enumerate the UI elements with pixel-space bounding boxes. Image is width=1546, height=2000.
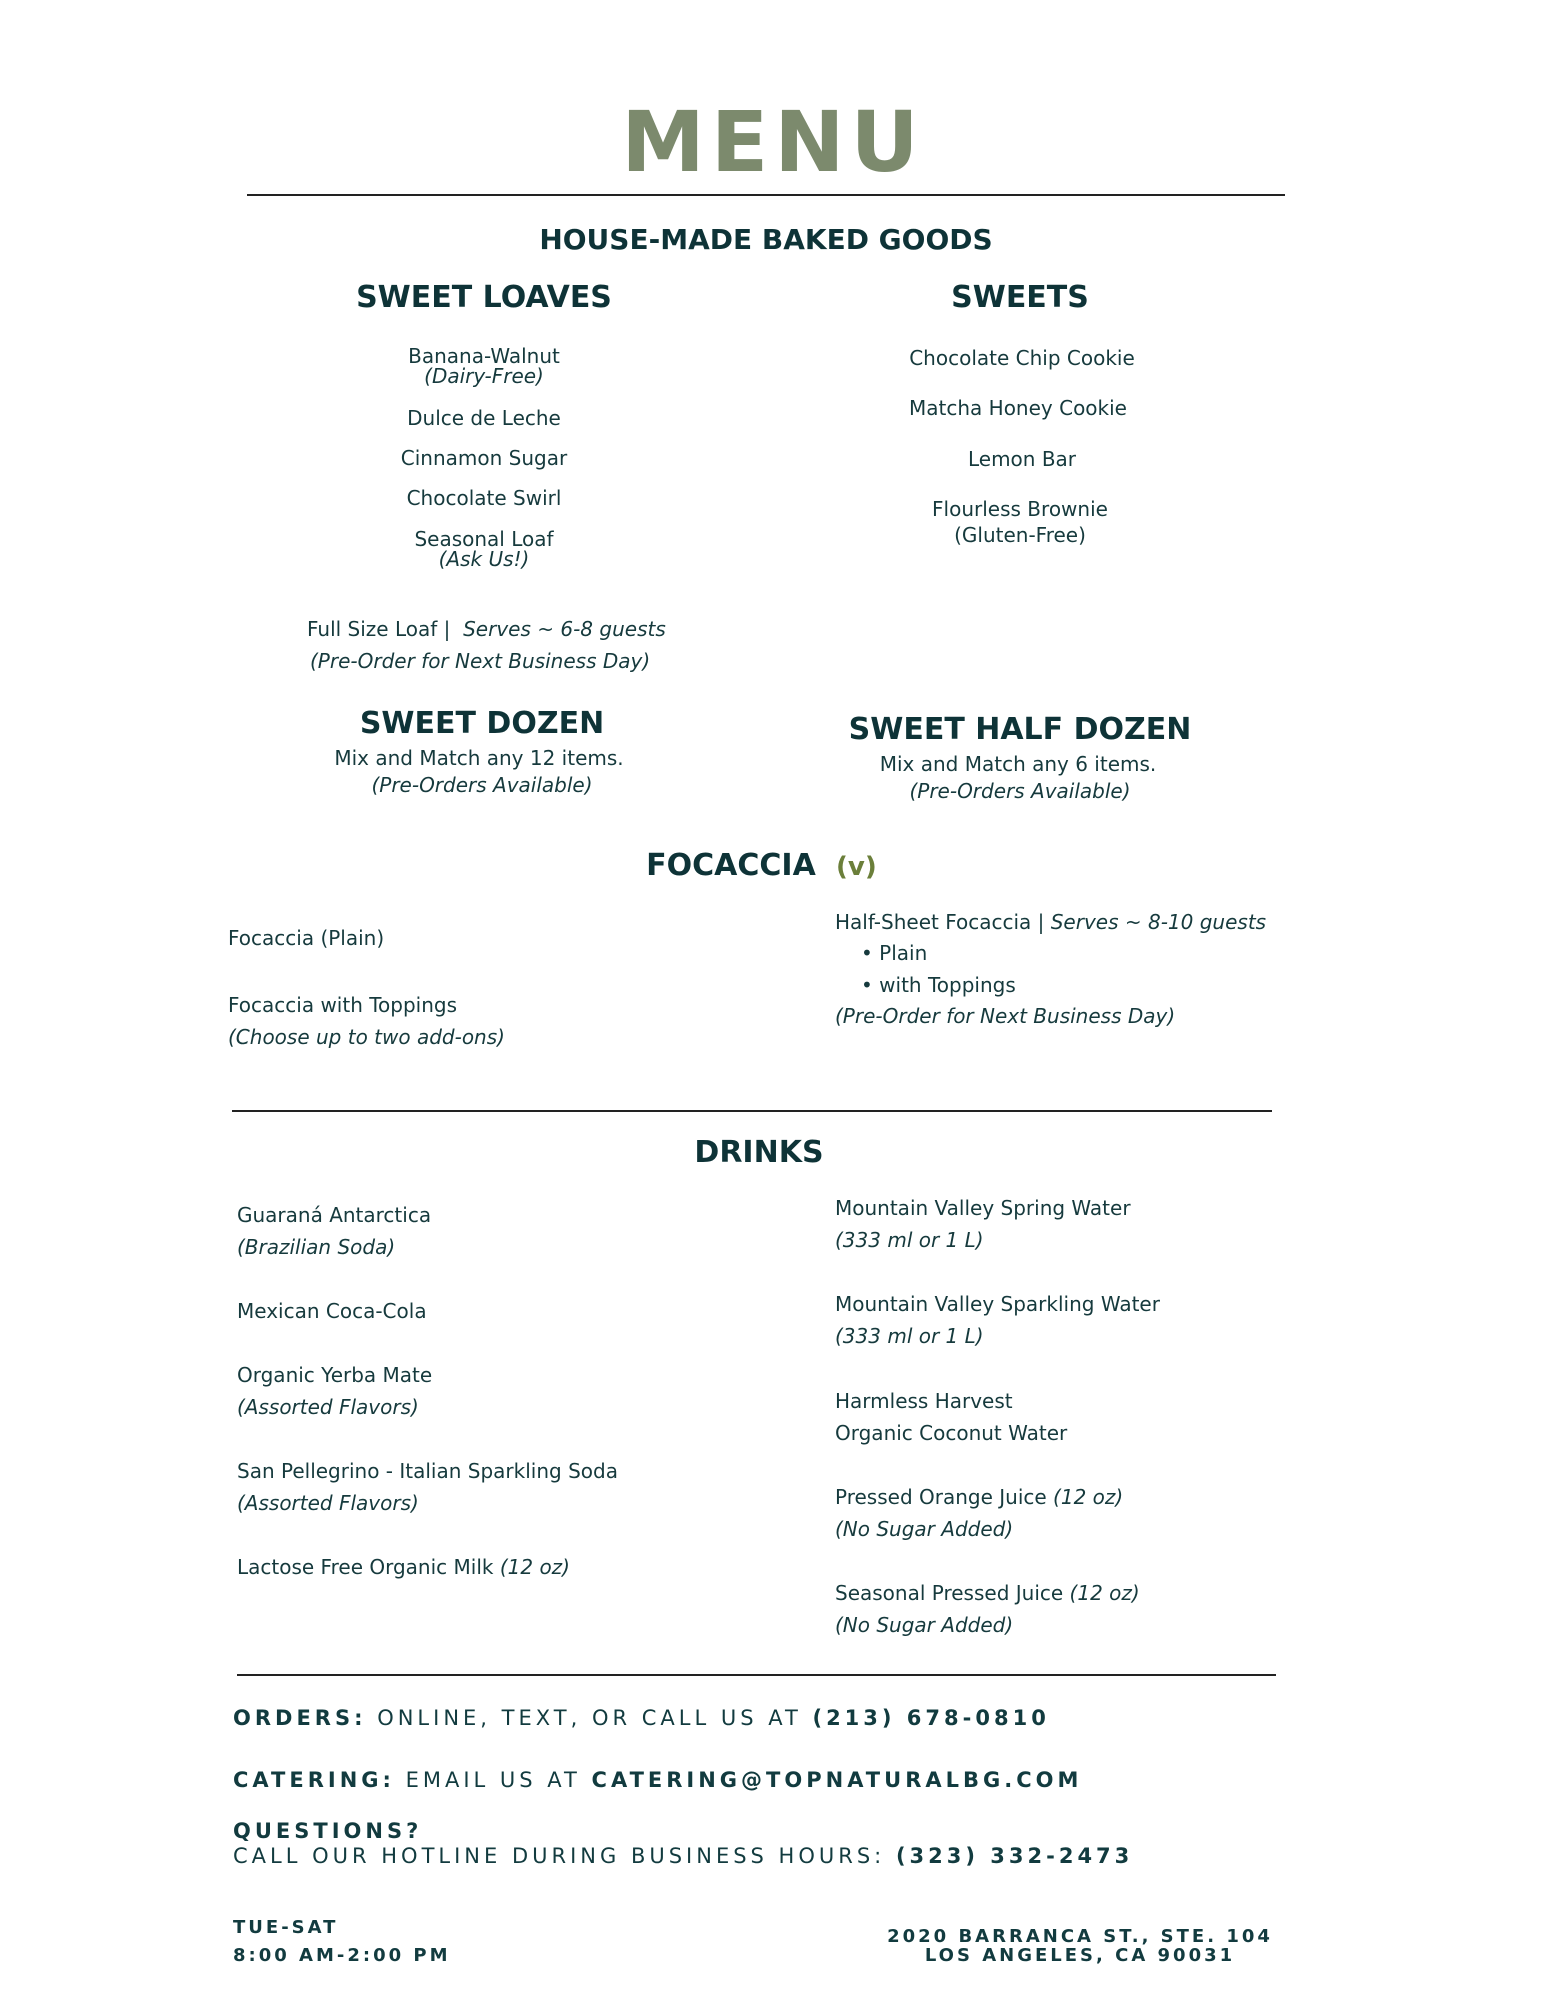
drink-note: (333 ml or 1 L) [835, 1324, 984, 1348]
sweet-item: Lemon Bar [967, 447, 1077, 471]
drinks-heading: DRINKS [694, 1135, 824, 1170]
drink-item: Mountain Valley Sparkling Water [835, 1292, 1160, 1316]
catering-line [233, 1770, 1082, 1791]
sweet-item: Matcha Honey Cookie [909, 396, 1127, 420]
drink-name: Pressed Orange Juice [835, 1485, 1047, 1509]
focaccia-option: • Plain [861, 941, 928, 965]
drink-size: (12 oz) [499, 1555, 570, 1579]
loaf-item: Chocolate Swirl [406, 486, 562, 510]
sweet-dozen-note: (Pre-Orders Available) [371, 773, 593, 797]
half-sheet-serves: Serves ~ 8-10 guests [1050, 910, 1267, 934]
questions-line [233, 1846, 1133, 1867]
loaf-item: Banana-Walnut [408, 344, 560, 368]
sweet-item: Flourless Brownie [932, 497, 1108, 521]
catering-email[interactable]: CATERING@TOPNATURALBG.COM [591, 1768, 1083, 1792]
orders-label: ORDERS: [233, 1706, 367, 1730]
menu-title: MENU [621, 93, 925, 191]
sweets-heading: SWEETS [951, 280, 1089, 315]
sweet-item: Chocolate Chip Cookie [909, 346, 1135, 370]
sweet-dozen-heading: SWEET DOZEN [359, 706, 605, 741]
drink-note: (333 ml or 1 L) [835, 1228, 984, 1252]
vegan-tag: (v) [836, 852, 877, 882]
drink-note: (Brazilian Soda) [237, 1235, 396, 1259]
questions-text: CALL OUR HOTLINE DURING BUSINESS HOURS: [233, 1844, 886, 1868]
full-size-loaf-serves: Serves ~ 6-8 guests [463, 617, 666, 641]
drink-item [237, 1555, 570, 1579]
address-line-2: LOS ANGELES, CA 90031 [924, 1945, 1236, 1966]
drink-item: Mexican Coca-Cola [237, 1299, 427, 1323]
drink-note: (No Sugar Added) [835, 1613, 1014, 1637]
drink-note: (Assorted Flavors) [237, 1491, 419, 1515]
half-sheet-label: Half-Sheet Focaccia | [835, 910, 1045, 934]
drink-item-line2: Organic Coconut Water [835, 1421, 1068, 1445]
drink-note: (Assorted Flavors) [237, 1395, 419, 1419]
drink-item [835, 1485, 1123, 1509]
focaccia-option: • with Toppings [861, 973, 1016, 997]
full-size-loaf [307, 617, 666, 641]
loaf-item: Cinnamon Sugar [400, 446, 568, 470]
loaf-note: (Ask Us!) [438, 547, 530, 571]
drink-item: Mountain Valley Spring Water [835, 1196, 1131, 1220]
baked-goods-heading: HOUSE-MADE BAKED GOODS [539, 223, 993, 256]
sweet-half-dozen-desc: Mix and Match any 6 items. [879, 752, 1157, 776]
full-size-loaf-label: Full Size Loaf | [307, 617, 451, 641]
orders-text: ONLINE, TEXT, OR CALL US AT [377, 1706, 802, 1730]
drinks-divider [232, 1110, 1272, 1112]
drink-name: Seasonal Pressed Juice [835, 1581, 1064, 1605]
drink-item: San Pellegrino - Italian Sparkling Soda [237, 1459, 618, 1483]
loaf-note: (Dairy-Free) [424, 364, 544, 388]
loaf-item: Dulce de Leche [407, 406, 561, 430]
drink-note: (No Sugar Added) [835, 1517, 1014, 1541]
drink-size: (12 oz) [1053, 1485, 1124, 1509]
drink-item [835, 1581, 1140, 1605]
sweet-half-dozen-note: (Pre-Orders Available) [909, 779, 1131, 803]
drink-name: Lactose Free Organic Milk [237, 1555, 494, 1579]
focaccia-toppings-note: (Choose up to two add-ons) [228, 1025, 505, 1049]
catering-text: EMAIL US AT [405, 1768, 581, 1792]
address-line-1: 2020 BARRANCA ST., STE. 104 [887, 1926, 1273, 1947]
business-days: TUE-SAT [233, 1917, 339, 1938]
drink-item: Organic Yerba Mate [237, 1363, 433, 1387]
questions-label: QUESTIONS? [233, 1819, 423, 1843]
sweet-half-dozen-heading: SWEET HALF DOZEN [848, 712, 1192, 747]
loaf-preorder-note: (Pre-Order for Next Business Day) [310, 649, 651, 673]
footer-divider [237, 1674, 1276, 1676]
title-divider [247, 194, 1285, 196]
half-sheet-focaccia [835, 910, 1266, 934]
focaccia-plain: Focaccia (Plain) [228, 926, 385, 950]
drink-size: (12 oz) [1069, 1581, 1140, 1605]
focaccia-heading: FOCACCIA [646, 848, 816, 883]
sweet-loaves-heading: SWEET LOAVES [356, 280, 612, 315]
orders-line [233, 1708, 1050, 1729]
focaccia-preorder-note: (Pre-Order for Next Business Day) [835, 1004, 1176, 1028]
catering-label: CATERING: [233, 1768, 395, 1792]
orders-phone[interactable]: (213) 678-0810 [812, 1706, 1050, 1730]
sweet-dozen-desc: Mix and Match any 12 items. [334, 746, 624, 770]
drink-item: Guaraná Antarctica [237, 1203, 432, 1227]
sweet-note: (Gluten-Free) [954, 523, 1086, 547]
focaccia-toppings: Focaccia with Toppings [228, 993, 458, 1017]
questions-phone[interactable]: (323) 332-2473 [895, 1844, 1134, 1868]
business-hours: 8:00 AM-2:00 PM [233, 1945, 451, 1966]
loaf-item: Seasonal Loaf [414, 527, 554, 551]
drink-item: Harmless Harvest [835, 1389, 1013, 1413]
